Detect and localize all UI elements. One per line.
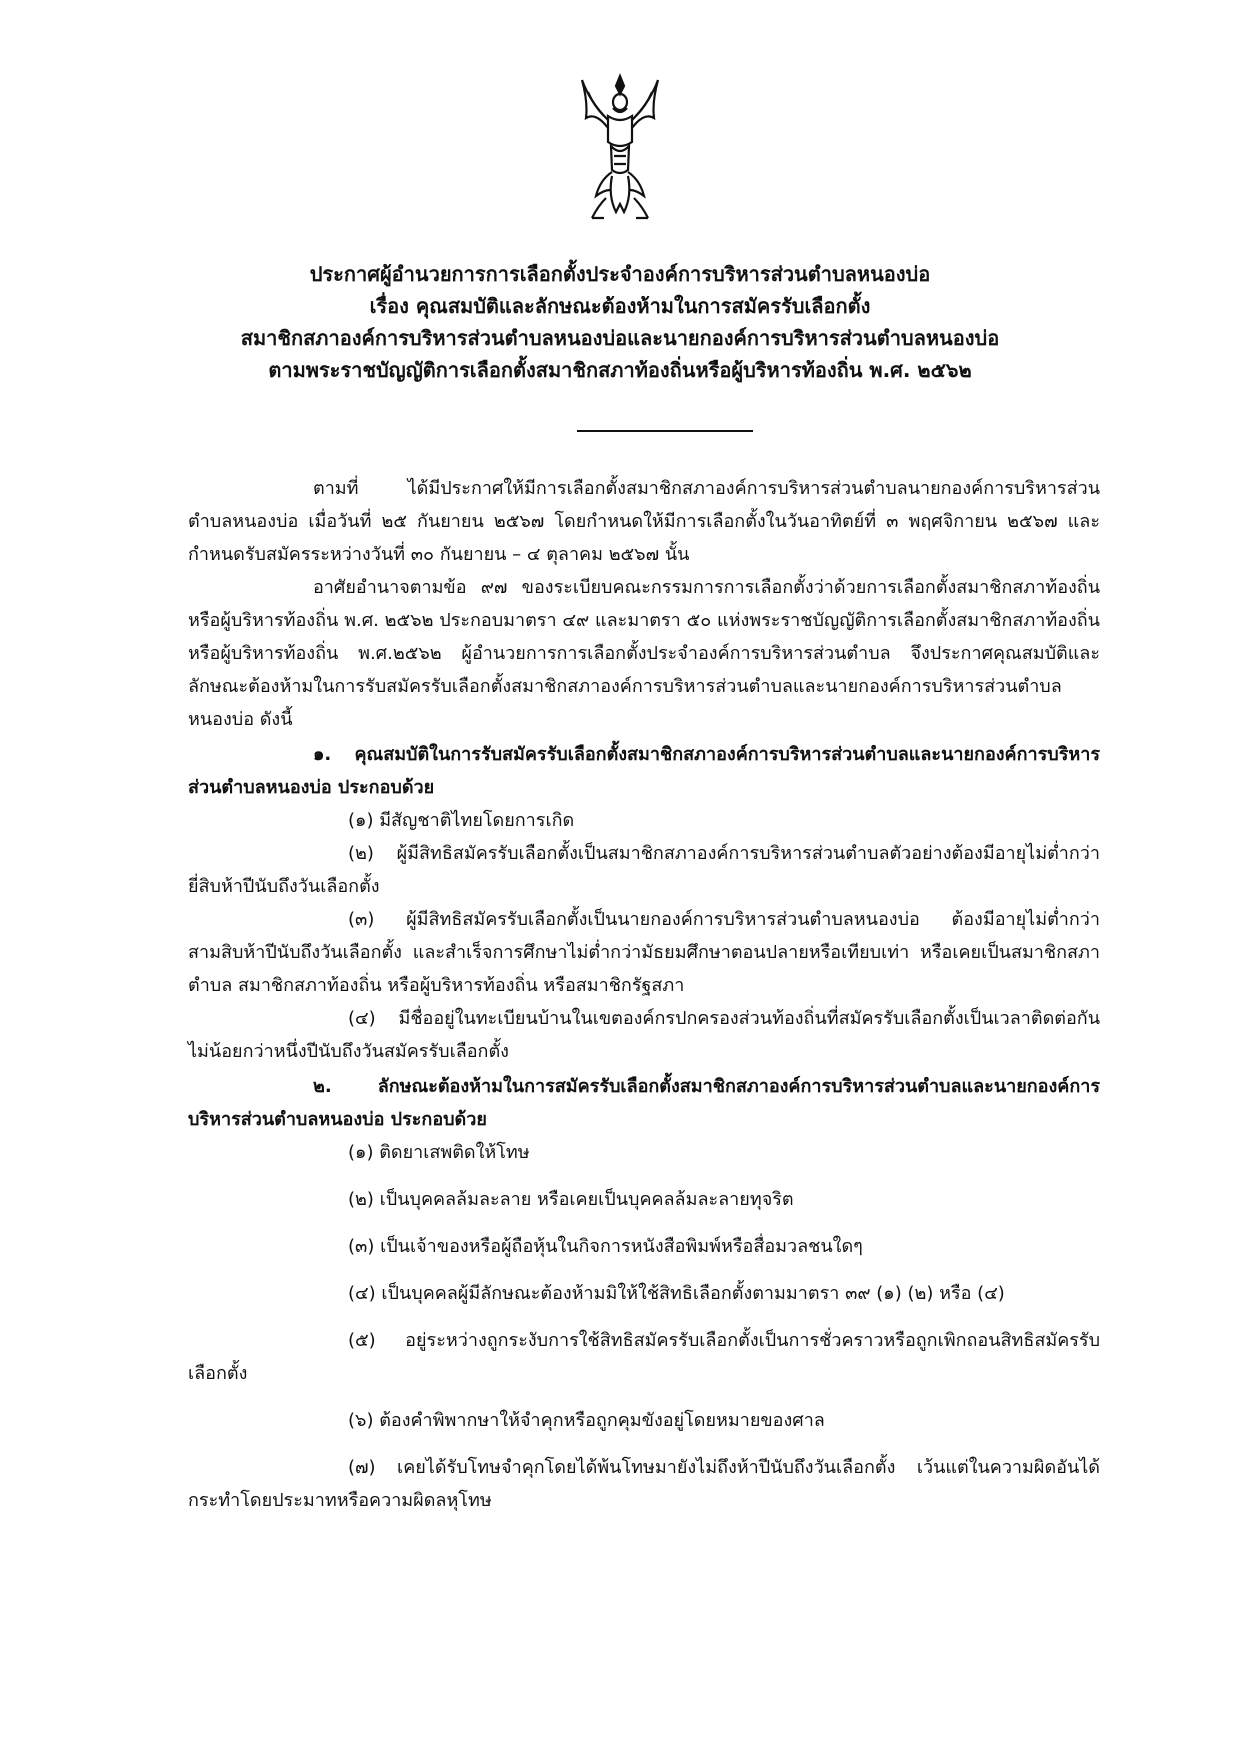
- list-item: (๓) ผู้มีสิทธิสมัครรับเลือกตั้งเป็นนายกองค์การบริหารส่วนตำบลหนองบ่อ ต้องมีอายุไม่ต่ำกว่าสามสิบห้าปีนับถึงวันเลือกตั้ง และสำเร็จการศึกษาไม่ต่ำกว่ามัธยมศึกษาตอนปลายหรือเทียบเท่า หรือเคยเป็นสมาชิกสภาตำบล สมาชิกสภาท้องถิ่น หรือผู้บริหารท้องถิ่น หรือสมาชิกรัฐสภา: [188, 909, 1100, 996]
- section-2-list: [188, 1136, 1100, 1517]
- announcement-body: [188, 472, 1100, 1531]
- list-item: (๓) เป็นเจ้าของหรือผู้ถือหุ้นในกิจการหนังสือพิมพ์หรือสื่อมวลชนใดๆ: [348, 1236, 863, 1257]
- list-item: (๒) เป็นบุคคลล้มละลาย หรือเคยเป็นบุคคลล้มละลายทุจริต: [348, 1189, 794, 1210]
- title-line-2: เรื่อง คุณสมบัติและลักษณะต้องห้ามในการสมัครรับเลือกตั้ง: [369, 294, 871, 318]
- title-line-1: ประกาศผู้อำนวยการการเลือกตั้งประจำองค์การบริหารส่วนตำบลหนองบ่อ: [309, 262, 931, 286]
- paragraph-preamble: ตามที่ ได้มีประกาศให้มีการเลือกตั้งสมาชิกสภาองค์การบริหารส่วนตำบลนายกองค์การบริหารส่วนตำบลหนองบ่อ เมื่อวันที่ ๒๕ กันยายน ๒๕๖๗ โดยกำหนดให้มีการเลือกตั้งในวันอาทิตย์ที่ ๓ พฤศจิกายน ๒๕๖๗ และกำหนดรับสมัครระหว่างวันที่ ๓๐ กันยายน – ๔ ตุลาคม ๒๕๖๗ นั้น: [188, 478, 1100, 565]
- paragraph-authority: อาศัยอำนาจตามข้อ ๙๗ ของระเบียบคณะกรรมการการเลือกตั้งว่าด้วยการเลือกตั้งสมาชิกสภาท้องถิ่นหรือผู้บริหารท้องถิ่น พ.ศ. ๒๕๖๒ ประกอบมาตรา ๔๙ และมาตรา ๕๐ แห่งพระราชบัญญัติการเลือกตั้งสมาชิกสภาท้องถิ่นหรือผู้บริหารท้องถิ่น พ.ศ.๒๕๖๒ ผู้อำนวยการการเลือกตั้งประจำองค์การบริหารส่วนตำบล จึงประกาศคุณสมบัติและลักษณะต้องห้ามในการรับสมัครรับเลือกตั้งสมาชิกสภาองค์การบริหารส่วนตำบลและนายกองค์การบริหารส่วนตำบลหนองบ่อ ดังนี้: [188, 577, 1100, 730]
- list-item: (๔) มีชื่ออยู่ในทะเบียนบ้านในเขตองค์กรปกครองส่วนท้องถิ่นที่สมัครรับเลือกตั้งเป็นเวลาติดต่อกันไม่น้อยกว่าหนึ่งปีนับถึงวันสมัครรับเลือกตั้ง: [188, 1008, 1100, 1062]
- list-item: (๑) ติดยาเสพติดให้โทษ: [348, 1142, 530, 1163]
- garuda-emblem-icon: [578, 72, 662, 222]
- list-item: (๔) เป็นบุคคลผู้มีลักษณะต้องห้ามมิให้ใช้สิทธิเลือกตั้งตามมาตรา ๓๙ (๑) (๒) หรือ (๔): [348, 1283, 1005, 1304]
- list-item: (๖) ต้องคำพิพากษาให้จำคุกหรือถูกคุมขังอยู่โดยหมายของศาล: [348, 1410, 825, 1431]
- section-2-heading: ๒. ลักษณะต้องห้ามในการสมัครรับเลือกตั้งสมาชิกสภาองค์การบริหารส่วนตำบลและนายกองค์การบริหารส่วนตำบลหนองบ่อ ประกอบด้วย: [188, 1076, 1100, 1130]
- list-item: (๑) มีสัญชาติไทยโดยการเกิด: [348, 810, 575, 831]
- title-divider: [577, 430, 753, 432]
- announcement-title: [150, 258, 1090, 386]
- section-1-heading: ๑. คุณสมบัติในการรับสมัครรับเลือกตั้งสมาชิกสภาองค์การบริหารส่วนตำบลและนายกองค์การบริหารส่วนตำบลหนองบ่อ ประกอบด้วย: [188, 744, 1100, 798]
- list-item: (๗) เคยได้รับโทษจำคุกโดยได้พ้นโทษมายังไม่ถึงห้าปีนับถึงวันเลือกตั้ง เว้นแต่ในความผิดอันได้กระทำโดยประมาทหรือความผิดลหุโทษ: [188, 1457, 1100, 1511]
- title-line-4: ตามพระราชบัญญัติการเลือกตั้งสมาชิกสภาท้องถิ่นหรือผู้บริหารท้องถิ่น พ.ศ. ๒๕๖๒: [268, 358, 972, 382]
- section-1-list: [188, 804, 1100, 1068]
- list-item: (๕) อยู่ระหว่างถูกระงับการใช้สิทธิสมัครรับเลือกตั้งเป็นการชั่วคราวหรือถูกเพิกถอนสิทธิสมัครรับเลือกตั้ง: [188, 1330, 1100, 1384]
- title-line-3: สมาชิกสภาองค์การบริหารส่วนตำบลหนองบ่อและนายกองค์การบริหารส่วนตำบลหนองบ่อ: [240, 326, 1000, 350]
- list-item: (๒) ผู้มีสิทธิสมัครรับเลือกตั้งเป็นสมาชิกสภาองค์การบริหารส่วนตำบลตัวอย่างต้องมีอายุไม่ต่ำกว่ายี่สิบห้าปีนับถึงวันเลือกตั้ง: [188, 843, 1100, 897]
